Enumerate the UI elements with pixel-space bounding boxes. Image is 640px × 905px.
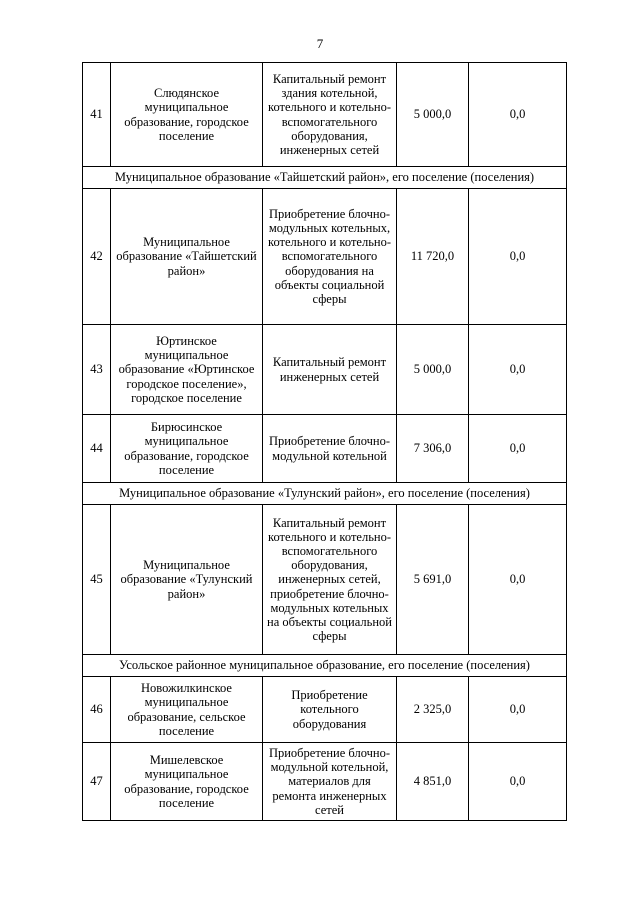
table-row (83, 677, 567, 743)
section-row (83, 483, 567, 505)
table-row (83, 189, 567, 325)
table-row (83, 63, 567, 167)
amount-cell-2: 0,0 (469, 743, 567, 821)
section-title: Усольское районное муниципальное образование, его поселение (поселения) (83, 655, 567, 677)
amount-cell: 2 325,0 (397, 677, 469, 743)
amount-cell: 7 306,0 (397, 415, 469, 483)
amount-cell: 5 000,0 (397, 325, 469, 415)
row-number: 44 (83, 415, 111, 483)
row-number: 46 (83, 677, 111, 743)
organization-cell: Слюдянское муниципальное образование, городское поселение (111, 63, 263, 167)
amount-cell-2: 0,0 (469, 415, 567, 483)
amount-cell-2: 0,0 (469, 189, 567, 325)
amount-cell-2: 0,0 (469, 325, 567, 415)
table-row (83, 743, 567, 821)
work-description-cell: Капитальный ремонт здания котельной, котельного и котельно-вспомогательного оборудования, инженерных сетей (263, 63, 397, 167)
funding-table (82, 62, 567, 821)
row-number: 47 (83, 743, 111, 821)
amount-cell-2: 0,0 (469, 677, 567, 743)
section-row (83, 167, 567, 189)
organization-cell: Муниципальное образование «Тулунский район» (111, 505, 263, 655)
section-title: Муниципальное образование «Тулунский район», его поселение (поселения) (83, 483, 567, 505)
organization-cell: Муниципальное образование «Тайшетский район» (111, 189, 263, 325)
work-description-cell: Приобретение блочно-модульной котельной (263, 415, 397, 483)
organization-cell: Мишелевское муниципальное образование, городское поселение (111, 743, 263, 821)
work-description-cell: Капитальный ремонт котельного и котельно-вспомогательного оборудования, инженерных сетей, приобретение блочно-модульных котельных на объекты социальной сферы (263, 505, 397, 655)
amount-cell-2: 0,0 (469, 63, 567, 167)
organization-cell: Новожилкинское муниципальное образование, сельское поселение (111, 677, 263, 743)
amount-cell: 4 851,0 (397, 743, 469, 821)
table-row (83, 415, 567, 483)
work-description-cell: Приобретение блочно-модульной котельной, материалов для ремонта инженерных сетей (263, 743, 397, 821)
amount-cell: 5 691,0 (397, 505, 469, 655)
page-number: 7 (316, 36, 324, 51)
work-description-cell: Капитальный ремонт инженерных сетей (263, 325, 397, 415)
amount-cell-2: 0,0 (469, 505, 567, 655)
amount-cell: 11 720,0 (397, 189, 469, 325)
amount-cell: 5 000,0 (397, 63, 469, 167)
organization-cell: Бирюсинское муниципальное образование, городское поселение (111, 415, 263, 483)
section-row (83, 655, 567, 677)
row-number: 45 (83, 505, 111, 655)
organization-cell: Юртинское муниципальное образование «Юртинское городское поселение», городское поселение (111, 325, 263, 415)
row-number: 41 (83, 63, 111, 167)
row-number: 43 (83, 325, 111, 415)
work-description-cell: Приобретение блочно-модульных котельных, котельного и котельно-вспомогательного оборудования на объекты социальной сферы (263, 189, 397, 325)
work-description-cell: Приобретение котельного оборудования (263, 677, 397, 743)
table-row (83, 325, 567, 415)
table-row (83, 505, 567, 655)
row-number: 42 (83, 189, 111, 325)
section-title: Муниципальное образование «Тайшетский район», его поселение (поселения) (83, 167, 567, 189)
